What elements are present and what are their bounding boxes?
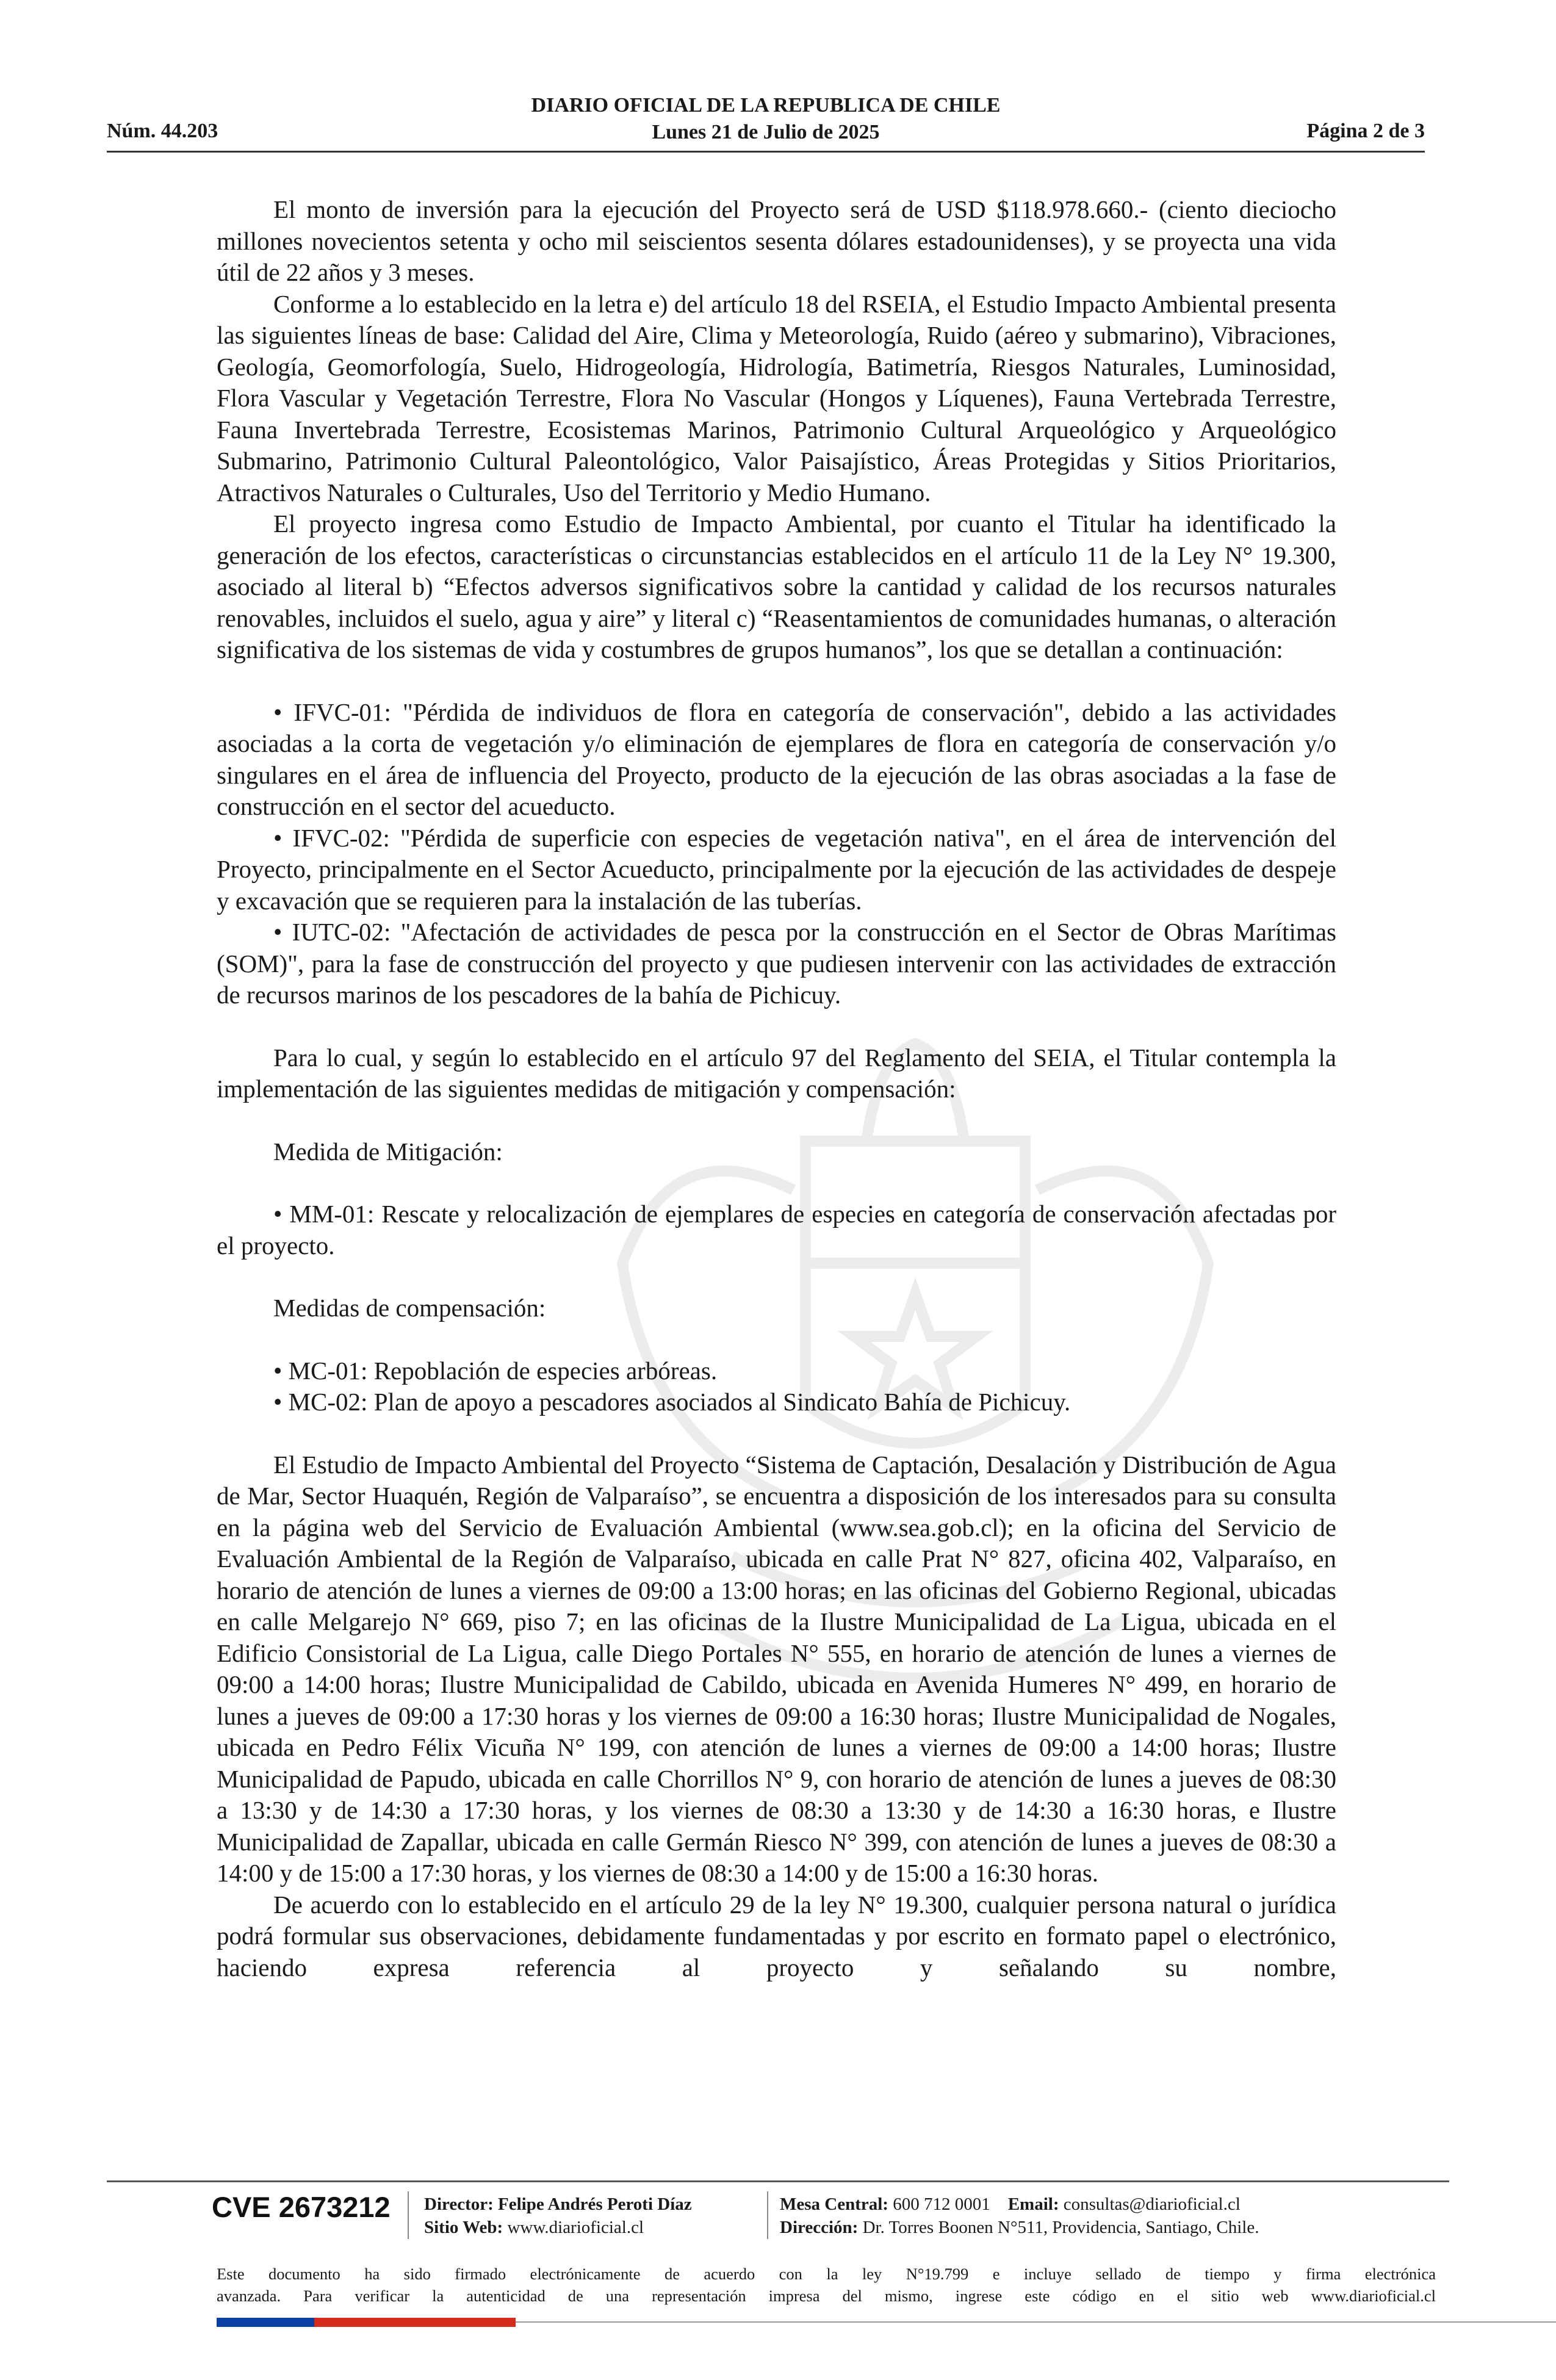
central-phone: 600 712 0001 (893, 2194, 990, 2214)
gazette-title: DIARIO OFICIAL DE LA REPUBLICA DE CHILE (531, 94, 1001, 117)
website-link[interactable]: www.diarioficial.cl (507, 2218, 644, 2237)
footer-separator (767, 2191, 768, 2239)
flag-red-bar (314, 2318, 516, 2327)
paragraph-effects: El proyecto ingresa como Estudio de Impacto Ambiental, por cuanto el Titular ha identificado la generación de los efectos, características o circunstancias establecidos en el artículo 11 de la Ley N° 19.300, asociado al literal b) “Efectos adversos significativos sobre la cantidad y calidad de los recursos naturales renovables, incluidos el suelo, agua y aire” y literal c) “Reasentamientos de comunidades humanas, o alteración significativa de los sistemas de vida y costumbres de grupos humanos”, los que se detallan a continuación: (217, 510, 1336, 663)
flag-blue-bar (217, 2318, 314, 2327)
bullet-ifvc-01: • IFVC-01: "Pérdida de individuos de flora en categoría de conservación", debido a las actividades asociadas a la corta de vegetación y/o eliminación de ejemplares de flora en categoría de conservación y/o singulares en el área de influencia del Proyecto, producto de la ejecución de las obras asociadas a la fase de construcción en el sector del acueducto. (217, 698, 1336, 820)
cve-code: CVE 2673212 (212, 2191, 391, 2223)
paragraph-measures-intro: Para lo cual, y según lo establecido en el artículo 97 del Reglamento del SEIA, el Titular contempla la implementación de las siguientes medidas de mitigación y compensación: (217, 1043, 1336, 1103)
email-label: Email: (1007, 2194, 1059, 2214)
header-rule (107, 151, 1425, 153)
compensation-heading: Medidas de compensación: (273, 1294, 546, 1322)
bullet-mc-01: • MC-01: Repoblación de especies arbóreas. (273, 1356, 718, 1385)
flag-grey-line (516, 2321, 1556, 2323)
paragraph-investment: El monto de inversión para la ejecución del Proyecto será de USD $118.978.660.- (ciento dieciocho millones novecientos setenta y ocho mil seiscientos sesenta dólares estadounidenses), y se proyecta una vida útil de 22 años y 3 meses. (217, 195, 1336, 286)
director-name: Felipe Andrés Peroti Díaz (498, 2194, 692, 2214)
website-label: Sitio Web: (424, 2218, 503, 2237)
director-label: Director: (424, 2194, 494, 2214)
page-number: Página 2 de 3 (1306, 120, 1425, 142)
bullet-mm-01: • MM-01: Rescate y relocalización de ejemplares de especies en categoría de conservación afectadas por el proyecto. (217, 1200, 1336, 1260)
page-header (107, 93, 1425, 154)
email-link[interactable]: consultas@diarioficial.cl (1063, 2194, 1241, 2214)
mitigation-heading: Medida de Mitigación: (273, 1137, 503, 1166)
central-label: Mesa Central: (780, 2194, 888, 2214)
paragraph-baseline: Conforme a lo establecido en la letra e) del artículo 18 del RSEIA, el Estudio Impacto Ambiental presenta las siguientes líneas de base: Calidad del Aire, Clima y Meteorología, Ruido (aéreo y submarino), Vibraciones, Geología, Geomorfología, Suelo, Hidrogeología, Hidrología, Batimetría, Riesgos Naturales, Luminosidad, Flora Vascular y Vegetación Terrestre, Flora No Vascular (Hongos y Líquenes), Fauna Vertebrada Terrestre, Fauna Invertebrada Terrestre, Ecosistemas Marinos, Patrimonio Cultural Arqueológico y Arqueológico Submarino, Patrimonio Cultural Paleontológico, Valor Paisajístico, Áreas Protegidas y Sitios Prioritarios, Atractivos Naturales o Culturales, Uso del Territorio y Medio Humano. (217, 289, 1336, 507)
bullet-ifvc-02: • IFVC-02: "Pérdida de superficie con especies de vegetación nativa", en el área de intervención del Proyecto, principalmente en el Sector Acueducto, principalmente por la ejecución de las actividades de despeje y excavación que se requieren para la instalación de las tuberías. (217, 823, 1336, 915)
paragraph-observations: De acuerdo con lo establecido en el artículo 29 de la ley N° 19.300, cualquier persona natural o jurídica podrá formular sus observaciones, debidamente fundamentadas y por escrito en formato papel o electrónico, haciendo expresa referencia al proyecto y señalando su nombre, (217, 1890, 1336, 1982)
bullet-iutc-02: • IUTC-02: "Afectación de actividades de pesca por la construcción en el Sector de Obras Marítimas (SOM)", para la fase de construcción del proyecto y que pudiesen intervenir con las actividades de extracción de recursos marinos de los pescadores de la bahía de Pichicuy. (217, 918, 1336, 1009)
footer-rule (107, 2180, 1449, 2182)
address-label: Dirección: (780, 2218, 859, 2237)
footer-contact-block (780, 2193, 1259, 2239)
issue-number: Núm. 44.203 (107, 120, 218, 142)
footer-director-block (424, 2193, 692, 2239)
document-body (217, 194, 1336, 1983)
legal-line-1: Este documento ha sido firmado electrónicamente de acuerdo con la ley N°19.799 e incluye sellado de tiempo y firma electrónica (217, 2265, 1436, 2283)
legal-line-2: avanzada. Para verificar la autenticidad de una representación impresa del mismo, ingrese este código en el sitio web www.diarioficial.cl (217, 2287, 1436, 2305)
paragraph-availability: El Estudio de Impacto Ambiental del Proyecto “Sistema de Captación, Desalación y Distribución de Agua de Mar, Sector Huaquén, Región de Valparaíso”, se encuentra a disposición de los interesados para su consulta en la página web del Servicio de Evaluación Ambiental (www.sea.gob.cl); en la oficina del Servicio de Evaluación Ambiental de la Región de Valparaíso, ubicada en calle Prat N° 827, oficina 402, Valparaíso, en horario de atención de lunes a viernes de 09:00 a 13:00 horas; en las oficinas del Gobierno Regional, ubicadas en calle Melgarejo N° 669, piso 7; en las oficinas de la Ilustre Municipalidad de La Ligua, ubicada en el Edificio Consistorial de La Ligua, calle Diego Portales N° 555, en horario de atención de lunes a viernes de 09:00 a 14:00 horas; Ilustre Municipalidad de Cabildo, ubicada en Avenida Humeres N° 499, en horario de lunes a jueves de 09:00 a 17:30 horas y los viernes de 09:00 a 16:30 horas; Ilustre Municipalidad de Nogales, ubicada en Pedro Félix Vicuña N° 199, con atención de lunes a viernes de 09:00 a 14:00 horas; Ilustre Municipalidad de Papudo, ubicada en calle Chorrillos N° 9, con horario de atención de lunes a jueves de 08:30 a 13:30 y de 14:30 a 17:30 horas, y los viernes de 08:30 a 13:30 y de 14:30 a 16:30 horas, e Ilustre Municipalidad de Zapallar, ubicada en calle Germán Riesco N° 399, con atención de lunes a jueves de 08:30 a 14:00 y de 15:00 a 17:30 horas, y los viernes de 08:30 a 14:00 y de 15:00 a 16:30 horas. (217, 1450, 1336, 1887)
legal-notice (217, 2263, 1436, 2307)
flag-stripe (217, 2318, 516, 2327)
address-value: Dr. Torres Boonen N°511, Providencia, Santiago, Chile. (862, 2218, 1259, 2237)
footer-separator (408, 2191, 409, 2239)
issue-date: Lunes 21 de Julio de 2025 (652, 121, 880, 143)
bullet-mc-02: • MC-02: Plan de apoyo a pescadores asociados al Sindicato Bahía de Pichicuy. (273, 1388, 1071, 1416)
